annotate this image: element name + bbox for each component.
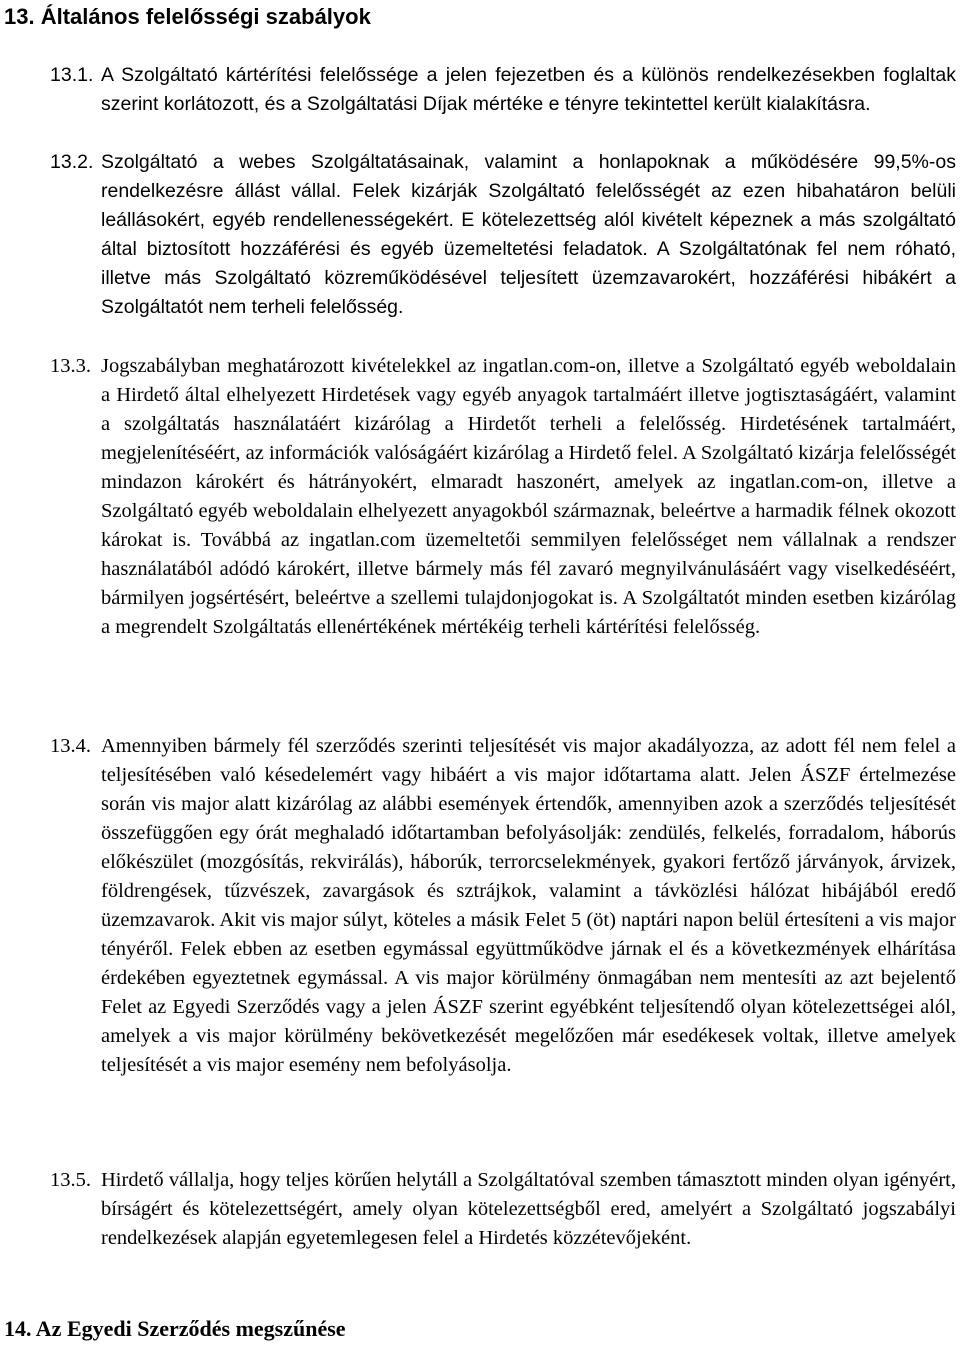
clause-text: Hirdető vállalja, hogy teljes körűen helytáll a Szolgáltatóval szemben támasztott minden olyan igényért, bírságért és kötelezettségért, amely olyan kötelezettségből ered, amelyért a Szolgáltató jogszabályi rendelkezések alapján egyetemlegesen felel a Hirdetés közzétevőjeként. <box>101 1169 956 1249</box>
clause-number: 13.4. <box>50 735 91 757</box>
section-14-heading: 14. Az Egyedi Szerződés megszűnése <box>4 1316 346 1341</box>
clause-number: 13.1. <box>50 64 94 86</box>
clause-text: Amennyiben bármely fél szerződés szerinti teljesítését vis major akadályozza, az adott fél nem felel a teljesítésében való késedelemért vagy hibáért a vis major időtartama alatt. Jelen ÁSZF értelmezése során vis major alatt kizárólag az alábbi események értendők, amennyiben azok a szerződés teljesítését összefüggően egy órát meghaladó időtartamban befolyásolják: zendülés, felkelés, forradalom, háborús előkészület (mozgósítás, rekvirálás), háborúk, terrorcselekmények, gyakori fertőző járványok, árvizek, földrengések, tűzvészek, zavargások és sztrájkok, valamint a távközlési hálózat hibájából eredő üzemzavarok. Akit vis major súlyt, köteles a másik Felet 5 (öt) naptári napon belül értesíteni a vis major tényéről. Felek ebben az esetben egymással együttműködve járnak el és a következmények elhárítása érdekében egyeztetnek egymással. A vis major körülmény önmagában nem mentesíti az azt bejelentő Felet az Egyedi Szerződés vagy a jelen ÁSZF szerint egyébként teljesítendő olyan kötelezettségei alól, amelyek a vis major körülmény bekövetkezését megelőzően már esedékesek voltak, illetve amelyek teljesítését a vis major esemény nem befolyásolja. <box>101 735 956 1076</box>
clause-number: 13.2. <box>50 151 94 173</box>
clause-text: Szolgáltató a webes Szolgáltatásainak, valamint a honlapoknak a működésére 99,5%-os rendelkezésre állást vállal. Felek kizárják Szolgáltató felelősségét az ezen hibahatáron belüli leállásokért, egyéb rendellenességekért. E kötelezettség alól kivételt képeznek a más szolgáltató által biztosított hozzáférési és egyéb üzemeltetési feladatok. A Szolgáltatónak fel nem róható, illetve más Szolgáltató közreműködésével teljesített üzemzavarokért, hozzáférési hibákért a Szolgáltatót nem terheli felelősség. <box>101 151 956 318</box>
clause-number: 13.5. <box>50 1169 91 1191</box>
section-13-heading: 13. Általános felelősségi szabályok <box>4 4 371 29</box>
clause-number: 13.3. <box>50 355 91 377</box>
clause-text: Jogszabályban meghatározott kivételekkel az ingatlan.com-on, illetve a Szolgáltató egyéb weboldalain a Hirdető által elhelyezett Hirdetések vagy egyéb anyagok tartalmáért illetve jogtisztaságáért, valamint a szolgáltatás használatáért kizárólag a Hirdetőt terheli a felelősség. Hirdetésének tartalmáért, megjelenítéséért, az információk valóságáért kizárólag a Hirdető felel. A Szolgáltató kizárja felelősségét mindazon károkért és hátrányokért, elmaradt haszonért, amelyek az ingatlan.com-on, illetve a Szolgáltató egyéb weboldalain elhelyezett anyagokból származnak, beleértve a harmadik félnek okozott károkat is. Továbbá az ingatlan.com üzemeltetői semmilyen felelősséget nem vállalnak a rendszer használatából adódó károkért, illetve bármely más fél zavaró megnyilvánulásáért vagy viselkedéséért, bármilyen jogsértésért, beleértve a szellemi tulajdonjogokat is. A Szolgáltatót minden esetben kizárólag a megrendelt Szolgáltatás ellenértékének mértékéig terheli kártérítési felelősség. <box>101 355 956 638</box>
clause-text: A Szolgáltató kártérítési felelőssége a jelen fejezetben és a különös rendelkezésekben foglaltak szerint korlátozott, és a Szolgáltatási Díjak mértéke e tényre tekintettel került kialakításra. <box>101 64 956 115</box>
